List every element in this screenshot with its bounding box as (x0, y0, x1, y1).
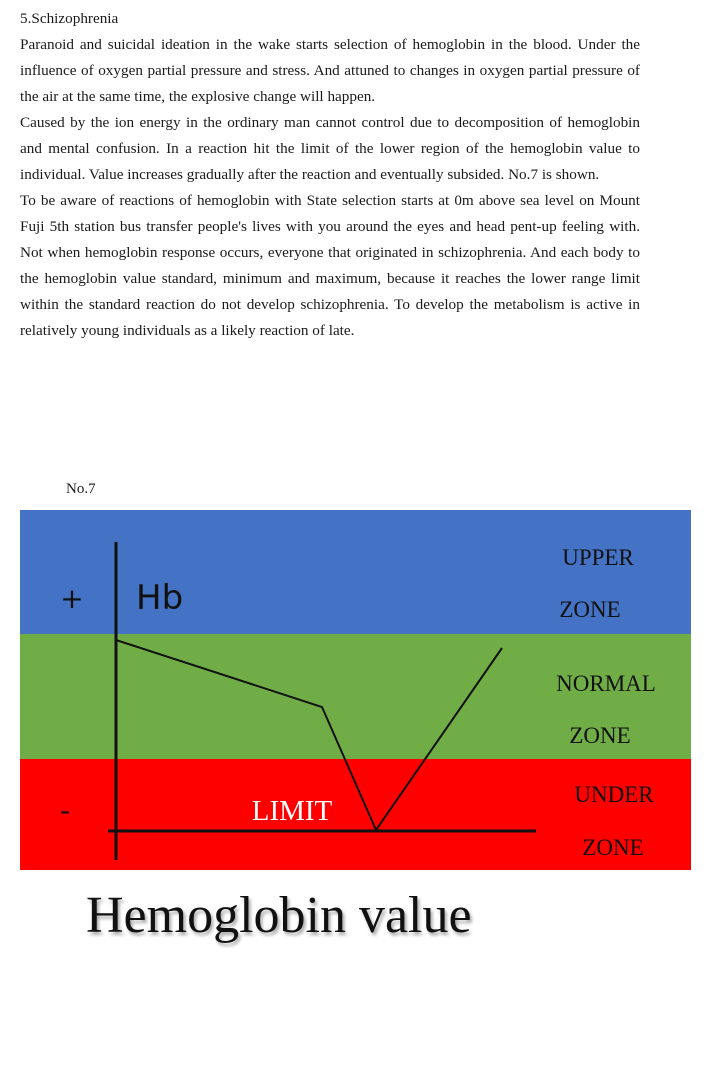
normal-zone-label-line2: ZONE (569, 723, 631, 748)
document-body (20, 6, 640, 344)
figure-caption: Hemoglobin value (86, 887, 472, 944)
paragraph-1: Paranoid and suicidal ideation in the wake starts selection of hemoglobin in the blood. Under the influence of oxygen partial pressure and stress. And attuned to changes in oxygen partial pressure of the air at the same time, the explosive change will happen. (20, 36, 640, 105)
minus-sign: - (59, 794, 71, 827)
upper-zone-label-line2: ZONE (559, 597, 621, 622)
limit-label: LIMIT (251, 795, 333, 827)
paragraph-2: Caused by the ion energy in the ordinary man cannot control due to decomposition of hemoglobin and mental confusion. In a reaction hit the limit of the lower region of the hemoglobin value to individual. Value increases gradually after the reaction and eventually subsided. No.7 is shown. (20, 114, 640, 183)
upper-zone-label-line1: UPPER (562, 545, 634, 570)
under-zone-label-line2: ZONE (582, 835, 644, 860)
normal-zone-label-line1: NORMAL (556, 671, 656, 696)
under-zone-label-line1: UNDER (574, 782, 654, 807)
section-heading: 5.Schizophrenia (20, 10, 119, 27)
plus-sign: + (60, 582, 84, 615)
figure-label: No.7 (66, 481, 96, 497)
hemoglobin-zone-diagram (20, 510, 691, 870)
hb-axis-label: Hb (136, 578, 184, 618)
paragraph-3: To be aware of reactions of hemoglobin with State selection starts at 0m above sea level on Mount Fuji 5th station bus transfer people's lives with you around the eyes and head pent-up feeling with. Not when hemoglobin response occurs, everyone that originated in schizophrenia. And each body to the hemoglobin value standard, minimum and maximum, because it reaches the lower range limit within the standard reaction do not develop schizophrenia. To develop the metabolism is active in relatively young individuals as a likely reaction of late. (20, 192, 640, 339)
